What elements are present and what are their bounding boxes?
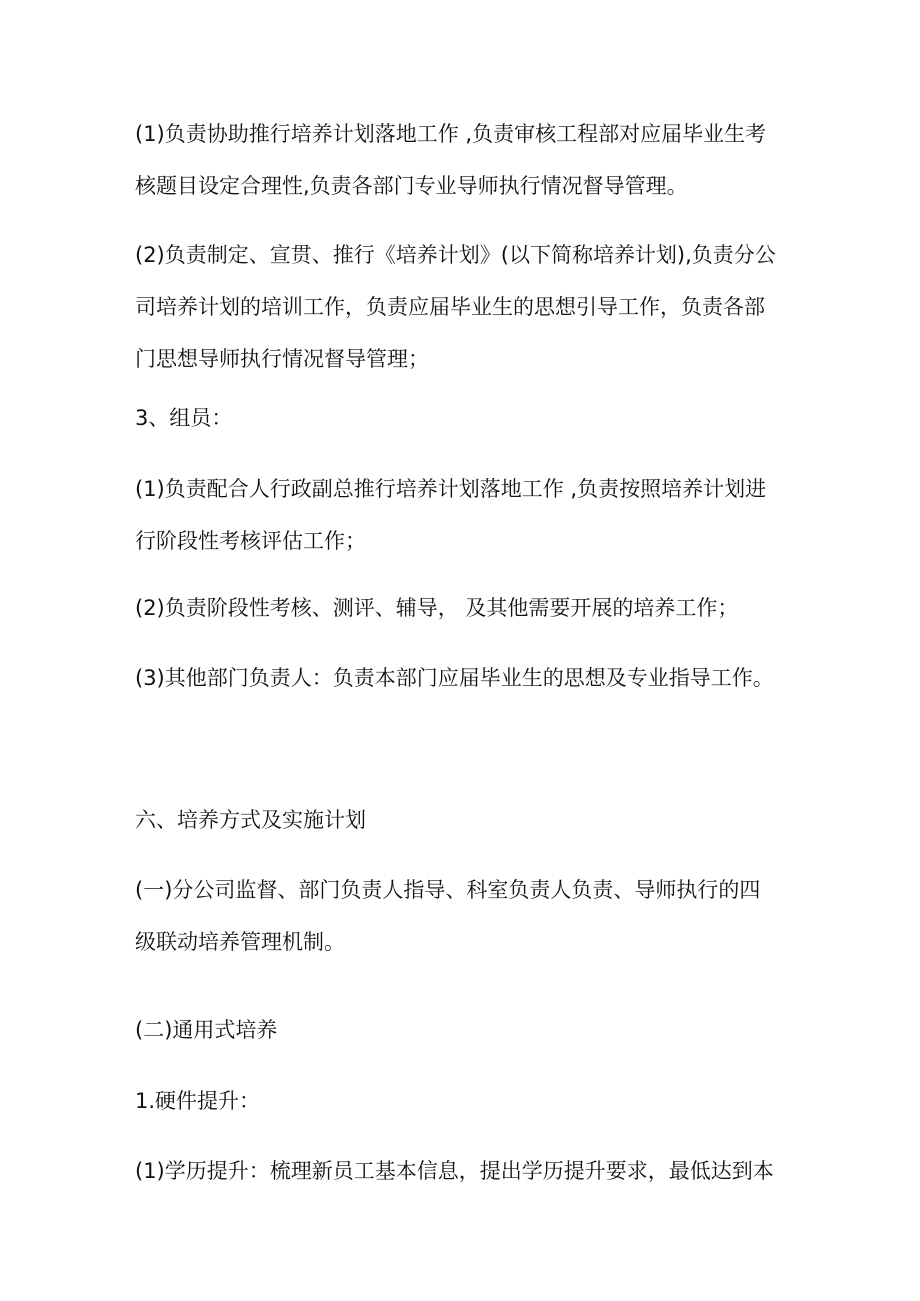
text-line: (二)通用式培养 bbox=[135, 1018, 278, 1042]
paragraph-6 bbox=[135, 652, 800, 704]
text-line: 核题目设定合理性,负责各部门专业导师执行情况督导管理。 bbox=[135, 174, 688, 198]
text-line: (2)负责制定、宣贯、推行《培养计划》(以下简称培养计划),负责分公 bbox=[135, 243, 776, 267]
text-line: 行阶段性考核评估工作； bbox=[135, 529, 366, 553]
paragraph-1 bbox=[135, 108, 800, 212]
paragraph-8 bbox=[135, 1004, 800, 1056]
paragraph-4 bbox=[135, 463, 800, 567]
paragraph-2 bbox=[135, 229, 800, 385]
section-heading bbox=[135, 794, 800, 846]
text-line: (3)其他部门负责人：负责本部门应届毕业生的思想及专业指导工作。 bbox=[135, 666, 774, 690]
text-line: (1)学历提升：梳理新员工基本信息，提出学历提升要求，最低达到本 bbox=[135, 1159, 774, 1183]
paragraph-3 bbox=[135, 392, 800, 444]
text-line: 六、培养方式及实施计划 bbox=[135, 808, 366, 832]
text-line: 3、组员： bbox=[135, 406, 233, 430]
text-line: (一)分公司监督、部门负责人指导、科室负责人负责、导师执行的四 bbox=[135, 878, 761, 902]
text-line: 1.硬件提升： bbox=[135, 1089, 261, 1113]
paragraph-10 bbox=[135, 1145, 800, 1197]
paragraph-9 bbox=[135, 1075, 800, 1127]
text-line: (1)负责协助推行培养计划落地工作 ,负责审核工程部对应届毕业生考 bbox=[135, 122, 767, 146]
paragraph-5 bbox=[135, 582, 800, 634]
text-line: 司培养计划的培训工作，负责应届毕业生的思想引导工作，负责各部 bbox=[135, 295, 765, 319]
text-line: (1)负责配合人行政副总推行培养计划落地工作 ,负责按照培养计划进 bbox=[135, 477, 767, 501]
paragraph-7 bbox=[135, 864, 800, 968]
text-line: (2)负责阶段性考核、测评、辅导， 及其他需要开展的培养工作； bbox=[135, 596, 739, 620]
text-line: 级联动培养管理机制。 bbox=[135, 930, 345, 954]
text-line: 门思想导师执行情况督导管理； bbox=[135, 347, 429, 371]
